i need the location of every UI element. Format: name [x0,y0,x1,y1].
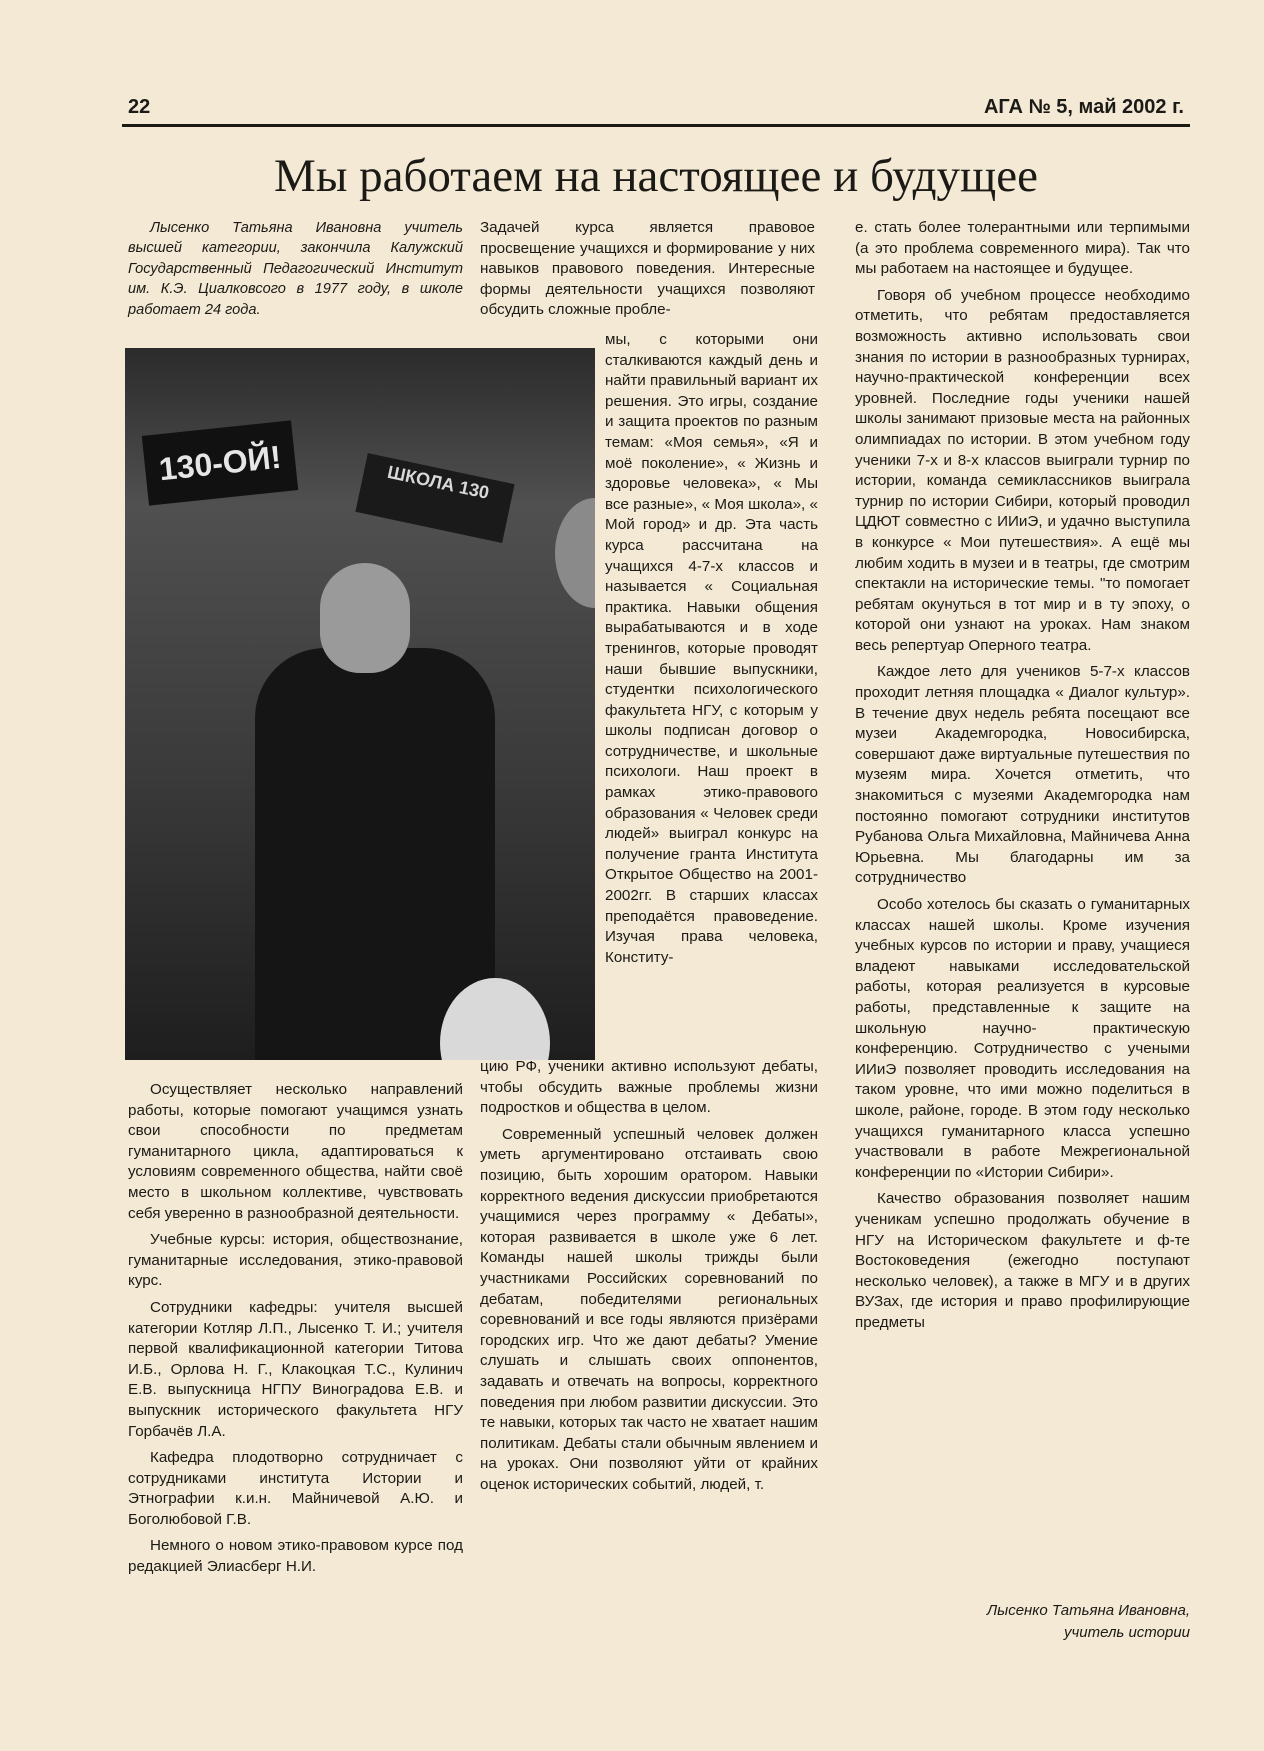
author-intro: Лысенко Татьяна Ивановна учитель высшей категории, закончила Калужский Государственный Педагогический Институт им. К.Э. Циалковсого в 1977 году, в школе работает 24 года. [128,220,463,318]
paragraph: Говоря об учебном процессе необходимо отметить, что ребятам предоставляется возможность активно использовать свои знания по истории в разнообразных турнирах, научно-практической конференции всех уровней. Последние годы ученики нашей школы занимают призовые места на районных олимпиадах по истории. В этом учебном году ученики 7-х и 8-х классов выиграли турнир по истории, команда семиклассников выиграла турнир по истории Сибири, который проводил ЦДЮТ совместно с ИИиЭ, и удачно выступила в конкурсе « Мои путешествия». А ещё мы любим ходить в музеи и в театры, где смотрим спектакли на исторические темы. "то помогает ребятам окунуться в тот мир и в ту эпоху, о которой они узнают на уроках. Нам знаком весь репертуар Оперного театра. [855,286,1190,654]
paragraph: Сотрудники кафедры: учителя высшей категории Котляр Л.П., Лысенко Т. И.; учителя первой квалификационной категории Титова И.Б., Орлова Н. Г., Клакоцкая Т.С., Кулинич Е.В. выпускница НГПУ Виноградова Е.В. и выпускник исторического факультета НГУ Горбачёв Л.А. [128,1298,463,1440]
column-3 [855,218,1190,1339]
paragraph: Особо хотелось бы сказать о гуманитарных классах нашей школы. Кроме изучения учебных курсов по истории и праву, учащиеся владеют навыками исследовательской работы, которая реализуется в курсовые работы, представленные к защите на школьную научно- практическую конференцию. Сотрудничество с учеными ИИиЭ позволяет проводить исследования на таком уровне, что ими можно поделиться в школе, районе, городе. В этом году несколько учащихся гуманитарного класса успешно участвовали в работе Межрегиональной конференции по «Истории Сибири». [855,896,1190,1181]
paragraph: мы, с которыми они сталкиваются каждый день и найти правильный вариант их решения. Это игры, создание и защита проектов по разным темам: «Моя семья», «Я и моё поколение», « Жизнь и здоровье человека», « Мы все разные», « Моя школа», « Мой город» и др. Эта часть курса рассчитана на учащихся 4-7-х классов и называется « Социальная практика. Навыки общения вырабатываются и в ходе тренингов, которые проводят наши бывшие выпускники, студентки психологического факультета НГУ, с которым у школы подписан договор о сотрудничестве, и школьные психологи. Наш проект в рамках этико-правового образования « Человек среди людей» выиграл конкурс на получение гранта Института Открытое Общество на 2001-2002гг. В старших классах преподаётся правоведение. Изучая права человека, Конститу- [605,331,818,966]
column-2-side [605,330,818,974]
article-photo [125,348,595,1060]
column-2-bottom [480,1057,818,1501]
paragraph: Качество образования позволяет нашим ученикам успешно продолжать обучение в НГУ на Историческом факультете и ф-те Востоковедения (ежегодно поступают несколько человек), а также в МГУ и в других ВУЗах, где история и право профилирующие предметы [855,1190,1190,1331]
column-1 [128,1080,463,1584]
page-header [122,96,1190,127]
paragraph: Задачей курса является правовое просвещение учащихся и формирование у них навыков правового поведения. Интересные формы деятельности учащихся позволяют обсудить сложные пробле- [480,219,815,319]
paragraph: Учебные курсы: история, обществознание, гуманитарные исследования, этико-правовой курс. [128,1231,463,1290]
intro-block [128,218,463,326]
paragraph: Кафедра плодотворно сотрудничает с сотрудниками института Истории и Этнографии к.и.н. Майничевой А.Ю. и Боголюбовой Г.В. [128,1449,463,1528]
paragraph: Немного о новом этико-правовом курсе под редакцией Элиасберг Н.И. [128,1537,463,1576]
issue-info: АГА № 5, май 2002 г. [983,96,1184,118]
paragraph: цию РФ, ученики активно используют дебаты, чтобы обсудить важные проблемы жизни подростков и общества в целом. [480,1058,818,1117]
paragraph: Каждое лето для учеников 5-7-х классов проходит летняя площадка « Диалог культур». В течение двух недель ребята посещают все музеи Академгородка, Новосибирска, совершают даже виртуальные путешествия по музеям мира. Хочется отметить, что знакомиться с музеями Академгородка нам постоянно помогают сотрудники институтов Рубанова Ольга Михайловна, Майничева Анна Юрьевна. Мы благодарны им за сотрудничество [855,663,1190,887]
author-signature [855,1600,1190,1644]
column-2-top [480,218,815,327]
photo-banner: 130-ОЙ! [142,420,298,505]
paragraph: Осуществляет несколько направлений работы, которые помогают учащимся узнать свои способности по предметам гуманитарного цикла, адаптироваться к условиям современного общества, найти своё место в школьном коллективе, чувствовать себя уверенно в разнообразной деятельности. [128,1081,463,1222]
person-head [320,563,410,673]
paragraph: Современный успешный человек должен уметь аргументировано отстаивать свою позицию, быть хорошим оратором. Навыки корректного ведения дискуссии приобретаются учащимися через программу « Дебаты», которая развивается в школе уже 6 лет. Команды нашей школы трижды были участниками Российских соревнований по дебатам, победителями региональных соревнований и все годы являются призёрами городских игр. Что же дают дебаты? Умение слушать и слышать своих оппонентов, задавать и отвечать на вопросы, корректного поведения при любом развитии дискуссии. Это те навыки, которых так часто не хватает нашим политикам. Дебаты стали обычным явлением и на уроках. Они позволяют уйти от крайних оценок исторических событий, людей, т. [480,1125,818,1493]
balloon-shape [555,498,595,608]
signature-role: учитель истории [1064,1624,1190,1641]
signature-name: Лысенко Татьяна Ивановна, [986,1602,1190,1619]
paragraph: е. стать более толерантными или терпимыми (а это проблема современного мира). Так что мы работаем на настоящее и будущее. [855,219,1190,278]
article-title: Мы работаем на настоящее и будущее [274,150,1038,202]
page-number: 22 [128,96,151,118]
photo-sign: ШКОЛА 130 [355,453,514,543]
